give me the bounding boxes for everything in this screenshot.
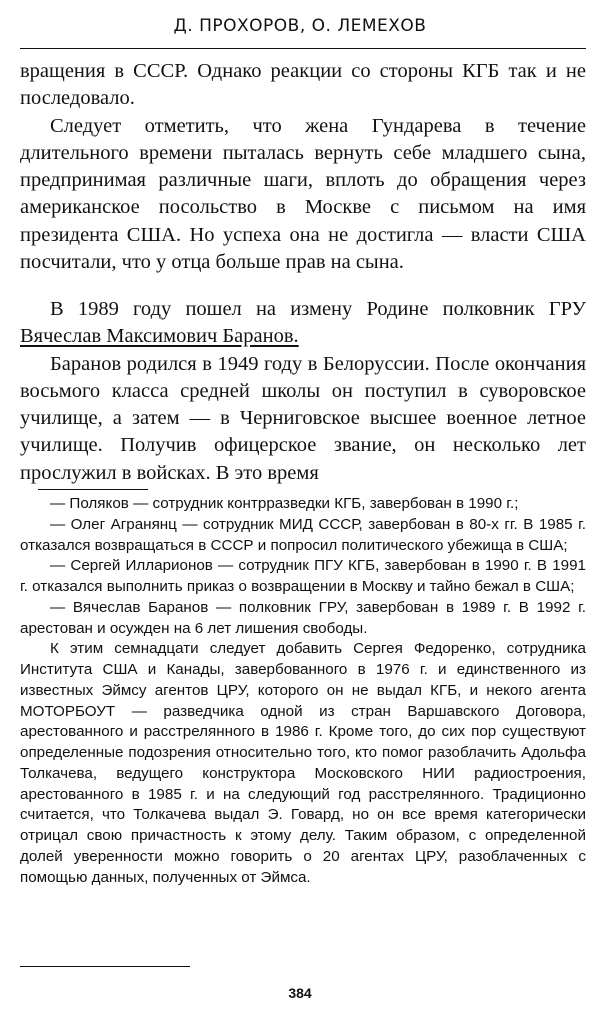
bottom-divider — [20, 966, 190, 967]
running-head: Д. ПРОХОРОВ, О. ЛЕМЕХОВ — [173, 16, 427, 36]
footnote-item: — Вячеслав Баранов — полковник ГРУ, завербован в 1989 г. В 1992 г. арестован и осужден на 6 лет лишения свободы. — [20, 598, 586, 637]
footnotes — [20, 494, 586, 888]
page-number: 384 — [288, 985, 312, 1001]
footnote-item: — Сергей Илларионов — сотрудник ПГУ КГБ, завербован в 1990 г. В 1991 г. отказался выполнить приказ о возвращении в Москву и тайно бежал в США; — [20, 557, 586, 595]
footnote-item: — Поляков — сотрудник контрразведки КГБ, завербован в 1990 г.; — [50, 495, 519, 512]
body-section-baranov — [20, 296, 586, 487]
footnote-paragraph: К этим семнадцати следует добавить Сергея Федоренко, сотрудника Института США и Канады, завербованного в 1976 г. и единственного из известных Эймсу агентов ЦРУ, которого он не выдал КГБ, и некого агента МОТОРБОУТ — разведчика одной из стран Варшавского Договора, арестованного и расстрелянного в 1986 г. Кроме того, до сих пор существуют определенные подозрения относительно того, кто помог разоблачить Адольфа Толкачева, ведущего конструктора Московского НИИ радиостроения, арестованного в 1985 г. и на следующий год расстрелянного. Традиционно считается, что Толкачева выдал Э. Говард, но он все время категорически отрицал свою причастность к этому делу. Таким образом, с определенной долей уверенности можно говорить о 20 агентах ЦРУ, разоблаченных с помощью данных, полученных от Эймса. — [20, 640, 586, 886]
paragraph-gundarev-wife: Следует отметить, что жена Гундарева в течение длительного времени пыталась вернуть себе младшего сына, предпринимая различные шаги, вплоть до обращения через американское посольство в Москве с письмом на имя президента США. Но успеха она не достигла — власти США посчитали, что у отца больше прав на сына. — [20, 114, 586, 274]
paragraph-baranov-bio: Баранов родился в 1949 году в Белоруссии. После окончания восьмого класса средней школы он поступил в суворовское училище, а затем — в Черниговское высшее военное летное училище. Получив офицерское звание, он несколько лет прослужил в войсках. В это время — [20, 352, 586, 484]
body-section-top — [20, 58, 586, 276]
baranov-name: Вячеслав Максимович Баранов. — [20, 325, 299, 348]
header-divider — [20, 48, 586, 49]
paragraph-continued: вращения в СССР. Однако реакции со стороны КГБ так и не последовало. — [20, 60, 586, 110]
paragraph-baranov-intro — [20, 296, 586, 351]
footnote-divider — [38, 489, 148, 490]
baranov-intro-text: В 1989 году пошел на измену Родине полковник ГРУ — [50, 298, 586, 320]
footnote-item: — Олег Агранянц — сотрудник МИД СССР, завербован в 80-х гг. В 1985 г. отказался возвращаться в СССР и попросил политического убежища в США; — [20, 515, 586, 554]
